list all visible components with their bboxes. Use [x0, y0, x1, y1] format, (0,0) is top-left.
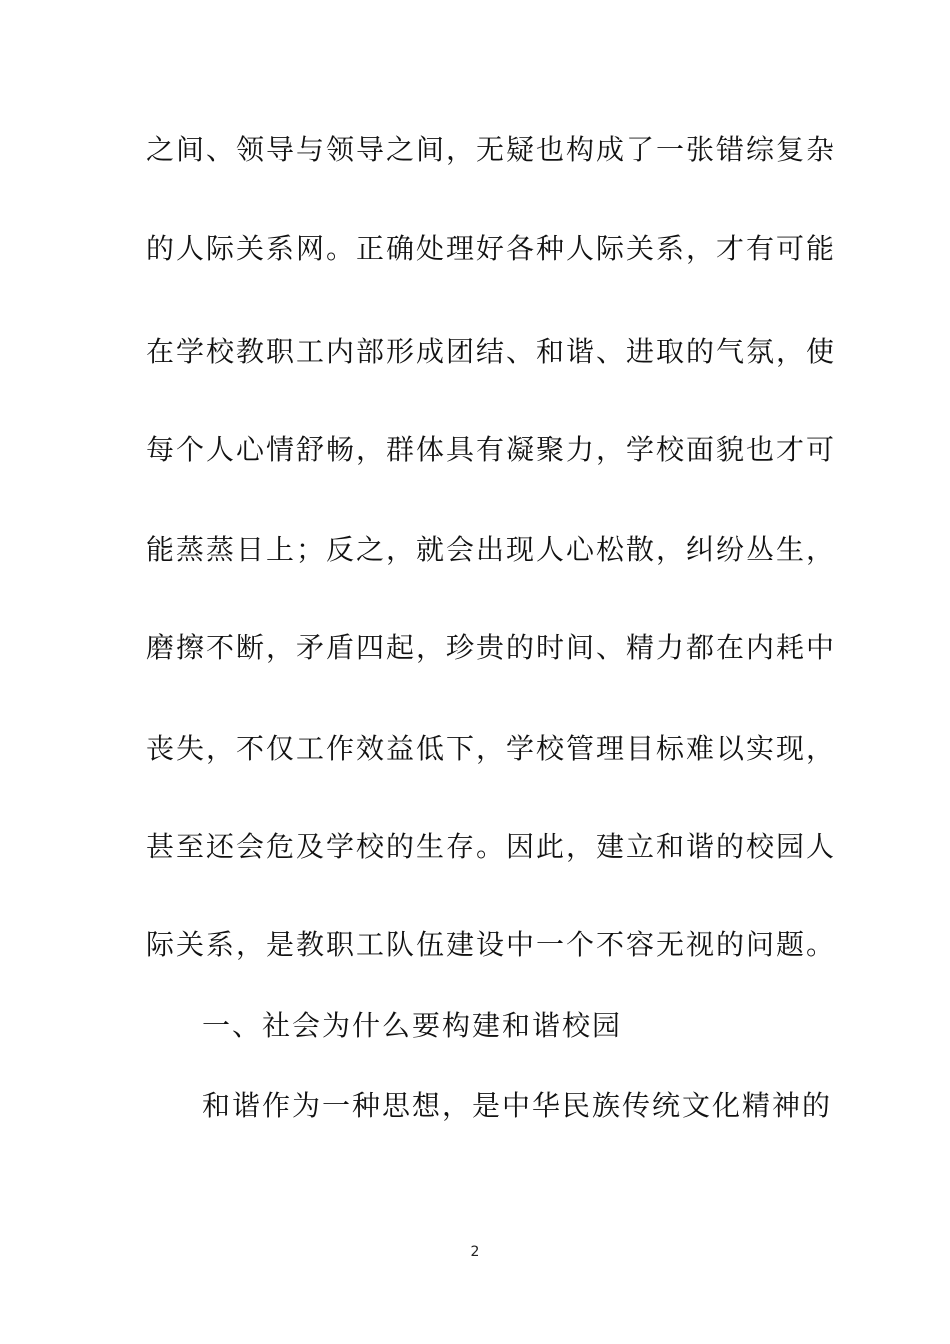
- body-text-line: 的人际关系网。正确处理好各种人际关系，才有可能: [146, 232, 837, 265]
- body-text-line: 磨擦不断，矛盾四起，珍贵的时间、精力都在内耗中: [146, 631, 837, 664]
- body-text-line: 在学校教职工内部形成团结、和谐、进取的气氛，使: [146, 335, 837, 368]
- body-text-line: 能蒸蒸日上；反之，就会出现人心松散，纠纷丛生，: [146, 533, 837, 566]
- body-text-line: 丧失，不仅工作效益低下，学校管理目标难以实现，: [146, 732, 837, 765]
- section-heading: 一、社会为什么要构建和谐校园: [202, 1009, 623, 1042]
- page-number: 2: [470, 1244, 480, 1260]
- body-text-line: 甚至还会危及学校的生存。因此，建立和谐的校园人: [146, 830, 837, 863]
- body-text-line: 和谐作为一种思想，是中华民族传统文化精神的: [202, 1089, 833, 1122]
- body-text-line: 每个人心情舒畅，群体具有凝聚力，学校面貌也才可: [146, 433, 837, 466]
- body-text-line: 之间、领导与领导之间，无疑也构成了一张错综复杂: [146, 133, 837, 166]
- body-text-line: 际关系，是教职工队伍建设中一个不容无视的问题。: [146, 928, 837, 961]
